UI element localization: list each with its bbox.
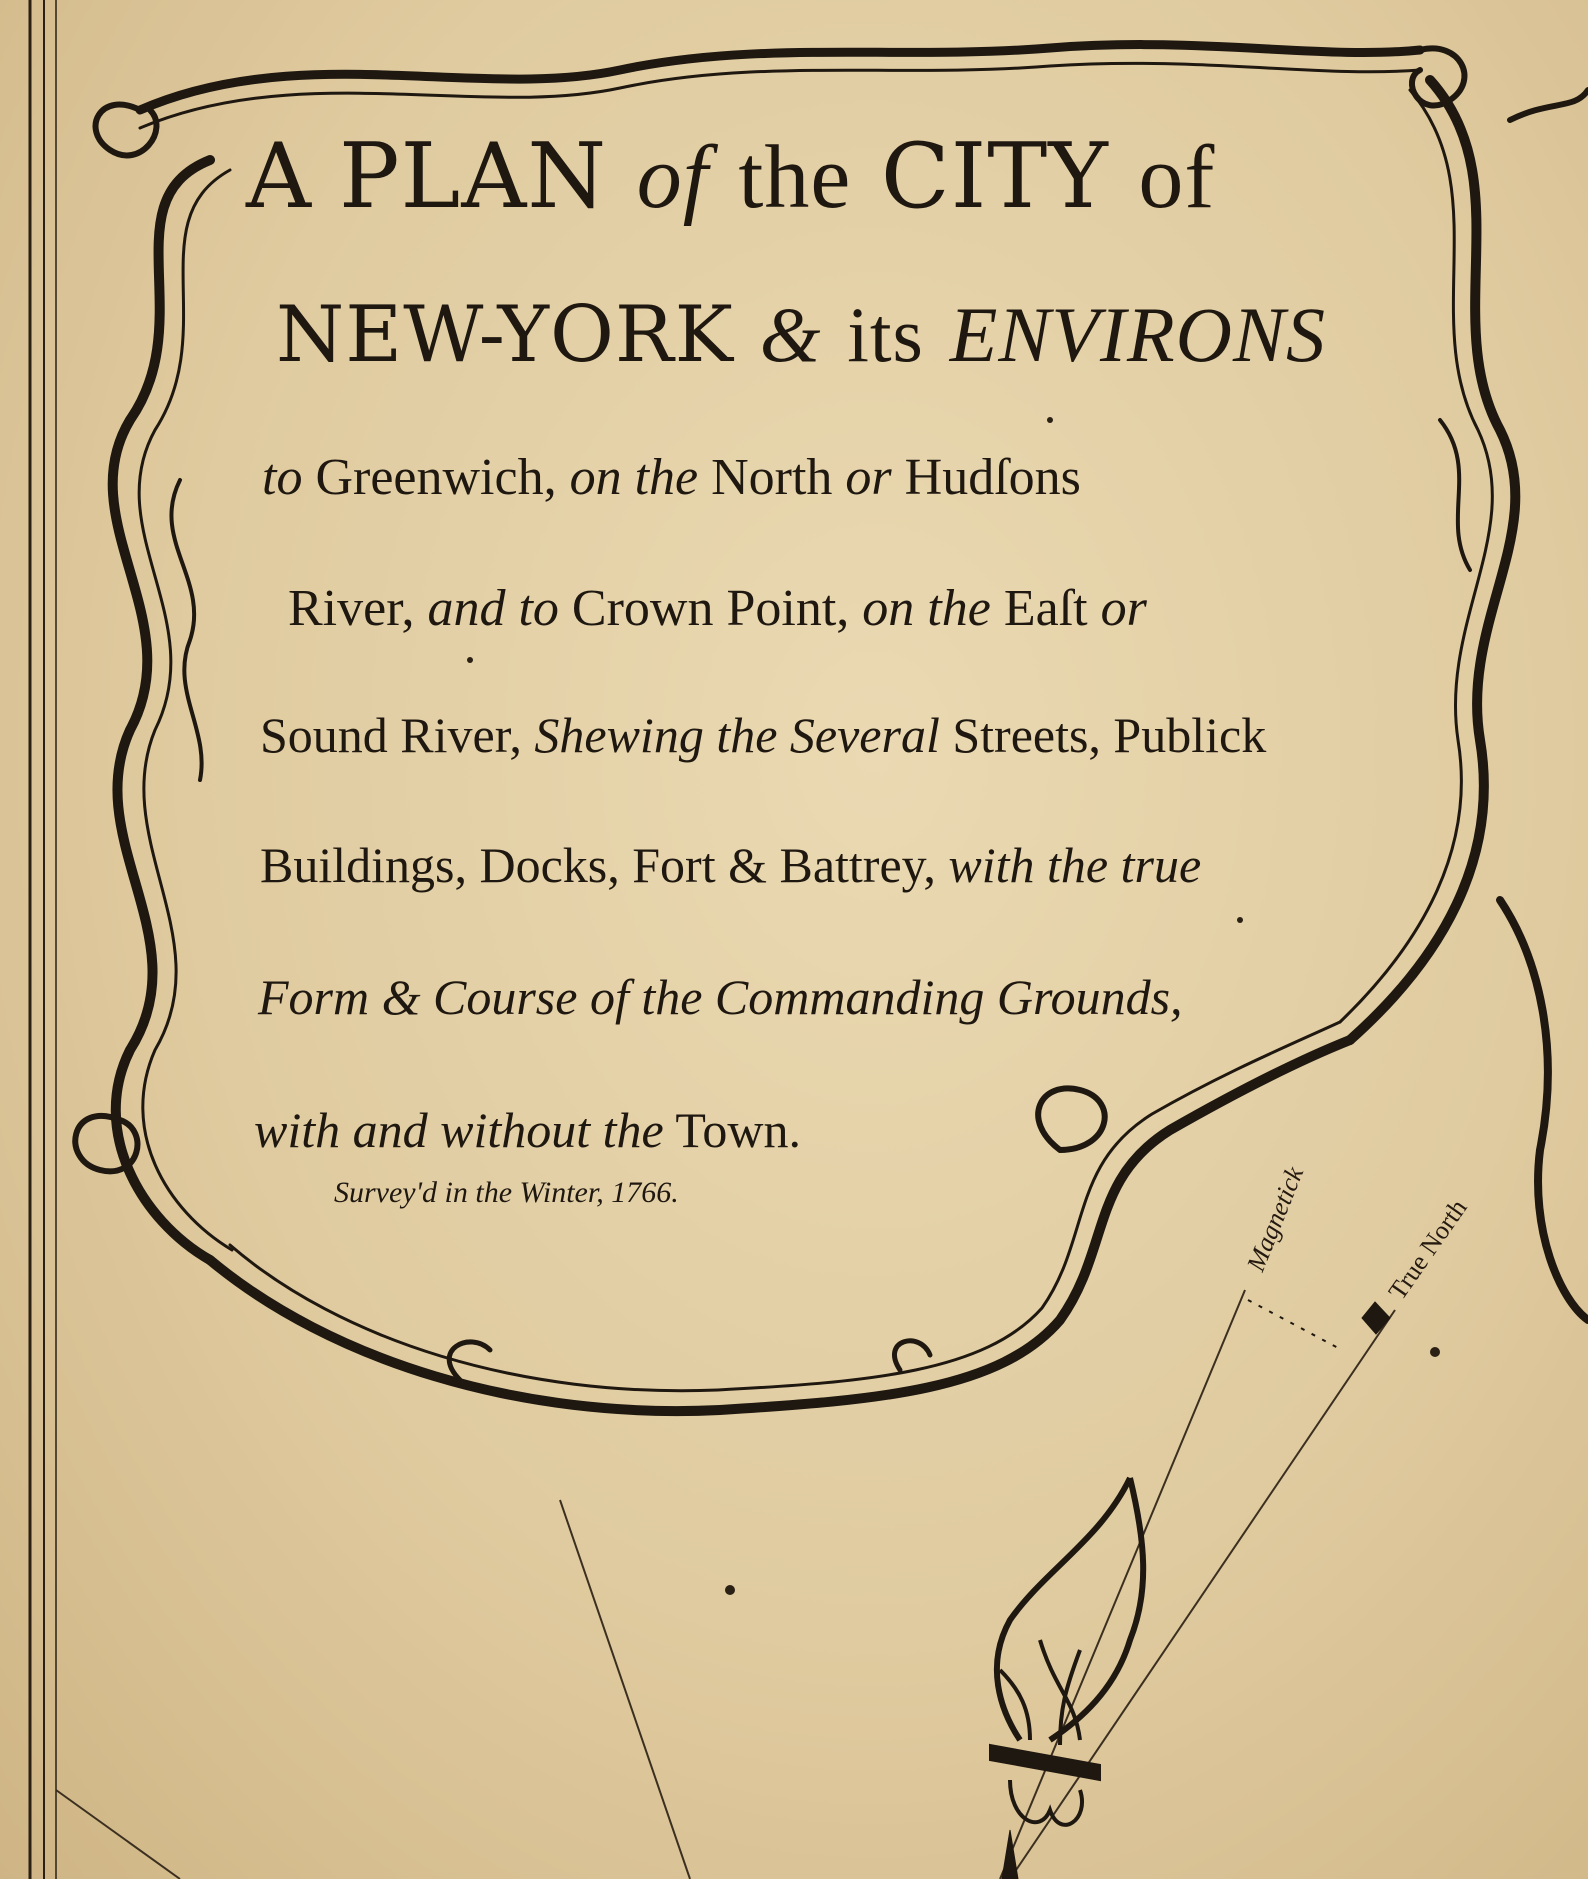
title-word-form-course: Form & Course of the Commanding Grounds,	[258, 969, 1183, 1025]
title-word-of-2: of	[1138, 128, 1216, 227]
title-word-of: of	[636, 128, 709, 227]
title-word-its: its	[847, 291, 924, 378]
title-word-north: North	[711, 449, 833, 506]
title-word-and-to: and to	[427, 580, 559, 637]
map-line-work	[56, 1290, 1395, 1879]
title-word-environs: ENVIRONS	[949, 291, 1326, 378]
title-word-shewing: Shewing the Several	[534, 707, 940, 763]
neatline-border	[30, 0, 56, 1879]
title-word-with-true: with the true	[948, 837, 1202, 893]
compass-rose	[990, 1300, 1390, 1879]
title-word-on-the-2: on the	[862, 580, 991, 637]
title-line-8	[254, 1102, 802, 1158]
true-north-label: True North	[1382, 1193, 1473, 1306]
title-word-on-the: on the	[569, 449, 699, 506]
title-line-3	[262, 449, 1081, 506]
title-word-plan: PLAN	[339, 124, 608, 229]
title-word-ampersand: &	[759, 291, 822, 378]
title-word-river: River,	[288, 580, 415, 637]
title-line-4	[288, 580, 1147, 637]
title-word-sound-river: Sound River,	[260, 707, 522, 763]
magnetick-label: Magnetick	[1241, 1162, 1310, 1276]
title-word-or: or	[845, 449, 892, 506]
title-word-crown-point: Crown Point,	[571, 580, 850, 637]
title-line-1	[246, 124, 1216, 229]
title-word-hudsons: Hudſons	[904, 449, 1081, 506]
title-word-greenwich: Greenwich,	[315, 449, 557, 506]
title-line-6	[260, 837, 1202, 893]
survey-note: Survey'd in the Winter, 1766.	[334, 1176, 679, 1209]
title-word-with-without: with and without the	[254, 1102, 664, 1158]
title-word-town: Town.	[675, 1102, 802, 1158]
title-word-or-2: or	[1100, 580, 1147, 637]
title-line-7	[258, 969, 1183, 1025]
title-word-the: the	[738, 128, 852, 227]
title-line-2	[276, 290, 1326, 380]
title-word-buildings: Buildings, Docks, Fort & Battrey,	[260, 837, 936, 893]
title-line-5	[260, 707, 1267, 763]
title-word-a: A	[246, 124, 312, 229]
title-word-to: to	[262, 449, 303, 506]
title-word-streets: Streets, Publick	[952, 707, 1267, 763]
title-word-new-york: NEW-YORK	[276, 290, 734, 380]
title-word-east: Eaſt	[1003, 580, 1088, 637]
title-word-city: CITY	[880, 124, 1109, 229]
